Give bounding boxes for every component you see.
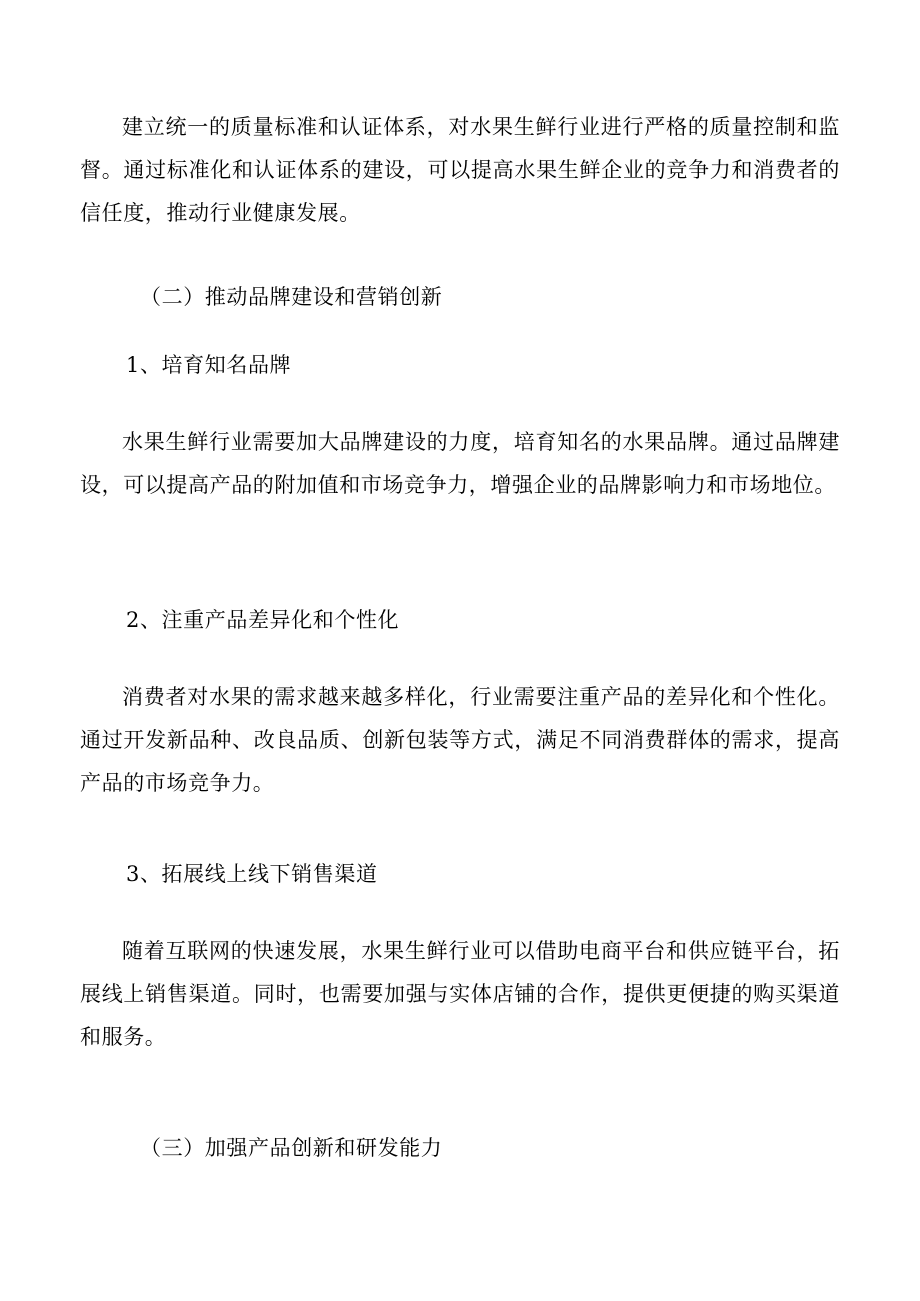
item-heading-differentiation: 2、注重产品差异化和个性化 — [126, 608, 400, 632]
paragraph-sales-channels: 随着互联网的快速发展，水果生鲜行业可以借助电商平台和供应链平台，拓展线上销售渠道。同时，也需要加强与实体店铺的合作，提供更便捷的购买渠道和服务。 — [80, 939, 840, 1049]
paragraph-brand-building: 水果生鲜行业需要加大品牌建设的力度，培育知名的水果品牌。通过品牌建设，可以提高产品的附加值和市场竞争力，增强企业的品牌影响力和市场地位。 — [80, 430, 840, 497]
paragraph-quality-standards: 建立统一的质量标准和认证体系，对水果生鲜行业进行严格的质量控制和监督。通过标准化和认证体系的建设，可以提高水果生鲜企业的竞争力和消费者的信任度，推动行业健康发展。 — [80, 115, 840, 225]
section-heading-product-innovation: （三）加强产品创新和研发能力 — [140, 1136, 443, 1160]
paragraph-differentiation: 消费者对水果的需求越来越多样化，行业需要注重产品的差异化和个性化。通过开发新品种、改良品质、创新包装等方式，满足不同消费群体的需求，提高产品的市场竞争力。 — [80, 685, 840, 795]
item-heading-brand: 1、培育知名品牌 — [126, 353, 292, 377]
section-heading-brand-marketing: （二）推动品牌建设和营销创新 — [140, 285, 443, 309]
item-heading-sales-channels: 3、拓展线上线下销售渠道 — [126, 862, 378, 886]
